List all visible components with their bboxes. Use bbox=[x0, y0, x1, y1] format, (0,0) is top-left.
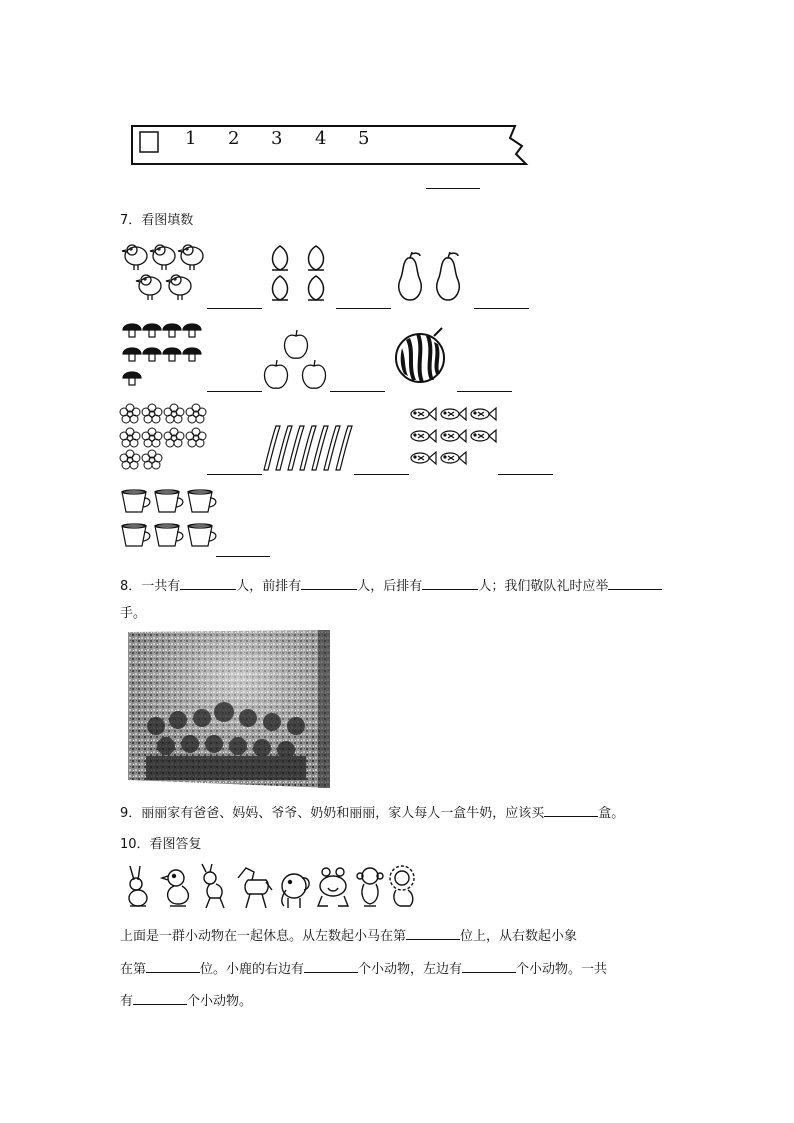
q8-blank-hand[interactable] bbox=[608, 575, 662, 590]
q8-blank-front[interactable] bbox=[301, 575, 357, 590]
q7-blank-beans[interactable] bbox=[354, 474, 409, 475]
elephant-icon bbox=[282, 874, 309, 908]
mushroom-icon bbox=[120, 320, 210, 386]
ruler-number-3: 3 bbox=[271, 128, 283, 149]
apple-icon bbox=[260, 330, 332, 390]
q10-blank-deer-left[interactable] bbox=[462, 958, 516, 973]
q9-blank-boxes[interactable] bbox=[544, 802, 598, 817]
fish-icon bbox=[408, 404, 498, 472]
watermelon-icon bbox=[394, 328, 450, 384]
q7-blank-flowers[interactable] bbox=[207, 474, 262, 475]
ruler-number-2: 2 bbox=[228, 128, 240, 149]
q7-title: 7．看图填数 bbox=[120, 213, 194, 228]
q8-blank-total[interactable] bbox=[180, 575, 236, 590]
peach-icon bbox=[266, 244, 336, 304]
bean-pod-icon bbox=[262, 424, 354, 474]
lion-icon bbox=[390, 866, 414, 906]
bird-icon bbox=[162, 870, 188, 906]
cup-icon bbox=[118, 488, 218, 554]
monkey-icon bbox=[357, 868, 383, 906]
q10-title: 10．看图答复 bbox=[120, 837, 202, 852]
q7-blank-apples[interactable] bbox=[330, 391, 385, 392]
q10-line3-a: 有 bbox=[120, 994, 134, 1009]
q8-line bbox=[120, 575, 662, 594]
q10-line2-b: 位。小鹿的右边有 bbox=[200, 962, 305, 977]
q10-line1 bbox=[120, 925, 577, 944]
q10-line1-a: 上面是一群小动物在一起休息。从左数起小马在第 bbox=[120, 929, 407, 944]
q10-line3 bbox=[120, 990, 252, 1009]
q8-part5: 手。 bbox=[120, 606, 147, 621]
pear-icon bbox=[390, 252, 470, 302]
q9-text-after: 盒。 bbox=[598, 806, 625, 821]
chick-icon bbox=[120, 240, 210, 304]
q10-blank-total[interactable] bbox=[133, 990, 187, 1005]
q7-blank-peaches[interactable] bbox=[336, 308, 391, 309]
animal-row-image bbox=[120, 862, 420, 910]
q9-text-before: 9．丽丽家有爸爸、妈妈、爷爷、奶奶和丽丽，家人每人一盒牛奶，应该买 bbox=[120, 806, 545, 821]
q10-blank-horse-position[interactable] bbox=[406, 925, 460, 940]
q8-part3: 人，后排有 bbox=[357, 579, 423, 594]
class-photo-image bbox=[126, 628, 332, 790]
q10-blank-elephant-position[interactable] bbox=[146, 958, 200, 973]
frog-icon bbox=[318, 868, 348, 906]
flower-icon bbox=[120, 404, 210, 472]
q10-line3-b: 个小动物。 bbox=[187, 994, 253, 1009]
q7-blank-mushrooms[interactable] bbox=[207, 391, 262, 392]
q10-line1-b: 位上，从右数起小象 bbox=[460, 929, 578, 944]
q10-line2-c: 个小动物，左边有 bbox=[358, 962, 463, 977]
q7-blank-fish[interactable] bbox=[498, 474, 553, 475]
q8-part1: 8．一共有 bbox=[120, 579, 181, 594]
q9-line bbox=[120, 802, 624, 821]
ruler-number-1: 1 bbox=[185, 128, 197, 149]
q8-part2: 人，前排有 bbox=[236, 579, 302, 594]
ruler-answer-blank[interactable] bbox=[426, 188, 480, 189]
horse-icon bbox=[238, 868, 272, 908]
q7-blank-cups[interactable] bbox=[216, 556, 270, 557]
q10-line2-a: 在第 bbox=[120, 962, 147, 977]
q7-blank-pears[interactable] bbox=[474, 308, 529, 309]
q10-line2-d: 个小动物。一共 bbox=[516, 962, 608, 977]
q10-blank-deer-right[interactable] bbox=[304, 958, 358, 973]
ruler-number-4: 4 bbox=[315, 128, 327, 149]
rabbit-icon bbox=[129, 866, 147, 906]
q7-blank-watermelon[interactable] bbox=[457, 391, 512, 392]
ruler-number-5: 5 bbox=[358, 128, 370, 149]
q8-part4: 人；我们敬队礼时应举 bbox=[478, 579, 609, 594]
deer-icon bbox=[202, 864, 224, 908]
q10-line2 bbox=[120, 958, 607, 977]
q7-blank-chicks[interactable] bbox=[207, 308, 262, 309]
q8-blank-back[interactable] bbox=[422, 575, 478, 590]
